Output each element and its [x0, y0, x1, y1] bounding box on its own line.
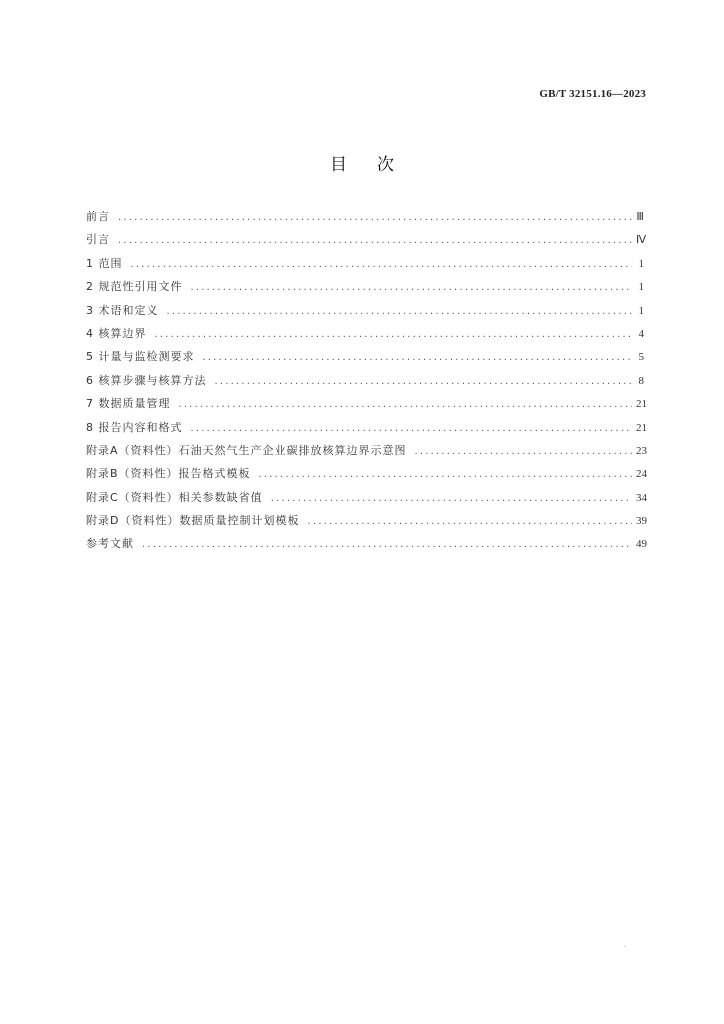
toc-entry-measurement[interactable] — [86, 348, 644, 371]
toc-entry-label: 6 核算步骤与核算方法 — [86, 373, 207, 387]
leader-dots — [415, 446, 632, 457]
toc-entry-terms[interactable] — [86, 302, 644, 325]
toc-entry-page: 21 — [636, 398, 647, 411]
toc-entry-report-format[interactable] — [86, 419, 647, 442]
toc-entry-label: 1 范围 — [86, 256, 123, 270]
page-title: 目次 — [330, 155, 424, 175]
leader-dots — [131, 259, 633, 270]
toc-entry-page: 34 — [636, 491, 647, 504]
toc-entry-page: 5 — [638, 351, 644, 364]
leader-dots — [215, 376, 633, 387]
toc-entry-label: 附录A（资料性）石油天然气生产企业碳排放核算边界示意图 — [86, 443, 407, 457]
toc-entry-label: 8 报告内容和格式 — [86, 420, 183, 434]
leader-dots — [307, 516, 632, 527]
toc-entry-label: 附录B（资料性）报告格式模板 — [86, 467, 251, 481]
leader-dots — [142, 539, 632, 550]
leader-dots — [203, 352, 633, 363]
toc-entry-page: 4 — [638, 327, 644, 340]
toc-entry-label: 5 计量与监检测要求 — [86, 350, 195, 364]
toc-entry-label: 3 术语和定义 — [86, 303, 159, 317]
leader-dots — [155, 329, 633, 340]
leader-dots — [167, 306, 633, 317]
toc-entry-annex-c[interactable] — [86, 489, 647, 512]
leader-dots — [191, 282, 633, 293]
leader-dots — [118, 235, 632, 246]
toc-entry-page: 23 — [636, 444, 647, 457]
toc-entry-annex-b[interactable] — [86, 465, 647, 488]
toc-entry-label: 附录D（资料性）数据质量控制计划模板 — [86, 514, 300, 528]
toc-entry-data-quality[interactable] — [86, 395, 647, 418]
toc-entry-page: 49 — [636, 538, 647, 551]
toc-entry-label: 前言 — [86, 210, 110, 223]
toc-entry-page: Ⅲ — [636, 211, 644, 223]
toc-entry-normative-references[interactable] — [86, 278, 644, 301]
leader-dots — [271, 493, 632, 504]
toc-entry-label: 7 数据质量管理 — [86, 397, 171, 411]
table-of-contents — [86, 208, 647, 559]
toc-entry-page: 39 — [636, 515, 647, 528]
toc-entry-annex-d[interactable] — [86, 512, 647, 535]
toc-entry-page: 1 — [638, 257, 644, 270]
toc-entry-annex-a[interactable] — [86, 442, 647, 465]
footer-mark: · — [624, 944, 626, 951]
toc-entry-page: Ⅳ — [636, 234, 647, 247]
toc-entry-page: 24 — [636, 468, 647, 481]
toc-entry-label: 2 规范性引用文件 — [86, 280, 183, 294]
standard-number: GB/T 32151.16—2023 — [539, 88, 646, 100]
toc-entry-foreword[interactable] — [86, 208, 644, 231]
toc-entry-bibliography[interactable] — [86, 535, 647, 558]
toc-entry-label: 附录C（资料性）相关参数缺省值 — [86, 490, 263, 504]
toc-entry-label: 4 核算边界 — [86, 326, 147, 340]
toc-entry-methods[interactable] — [86, 372, 644, 395]
leader-dots — [191, 423, 633, 434]
leader-dots — [259, 469, 632, 480]
leader-dots — [179, 399, 633, 410]
toc-entry-label: 参考文献 — [86, 537, 134, 551]
toc-entry-introduction[interactable] — [86, 231, 647, 254]
toc-entry-page: 8 — [638, 374, 644, 387]
toc-entry-boundary[interactable] — [86, 325, 644, 348]
toc-entry-page: 21 — [636, 421, 647, 434]
toc-entry-scope[interactable] — [86, 255, 644, 278]
toc-entry-page: 1 — [638, 281, 644, 294]
toc-entry-page: 1 — [638, 304, 644, 317]
toc-entry-label: 引言 — [86, 233, 110, 247]
leader-dots — [118, 212, 632, 223]
